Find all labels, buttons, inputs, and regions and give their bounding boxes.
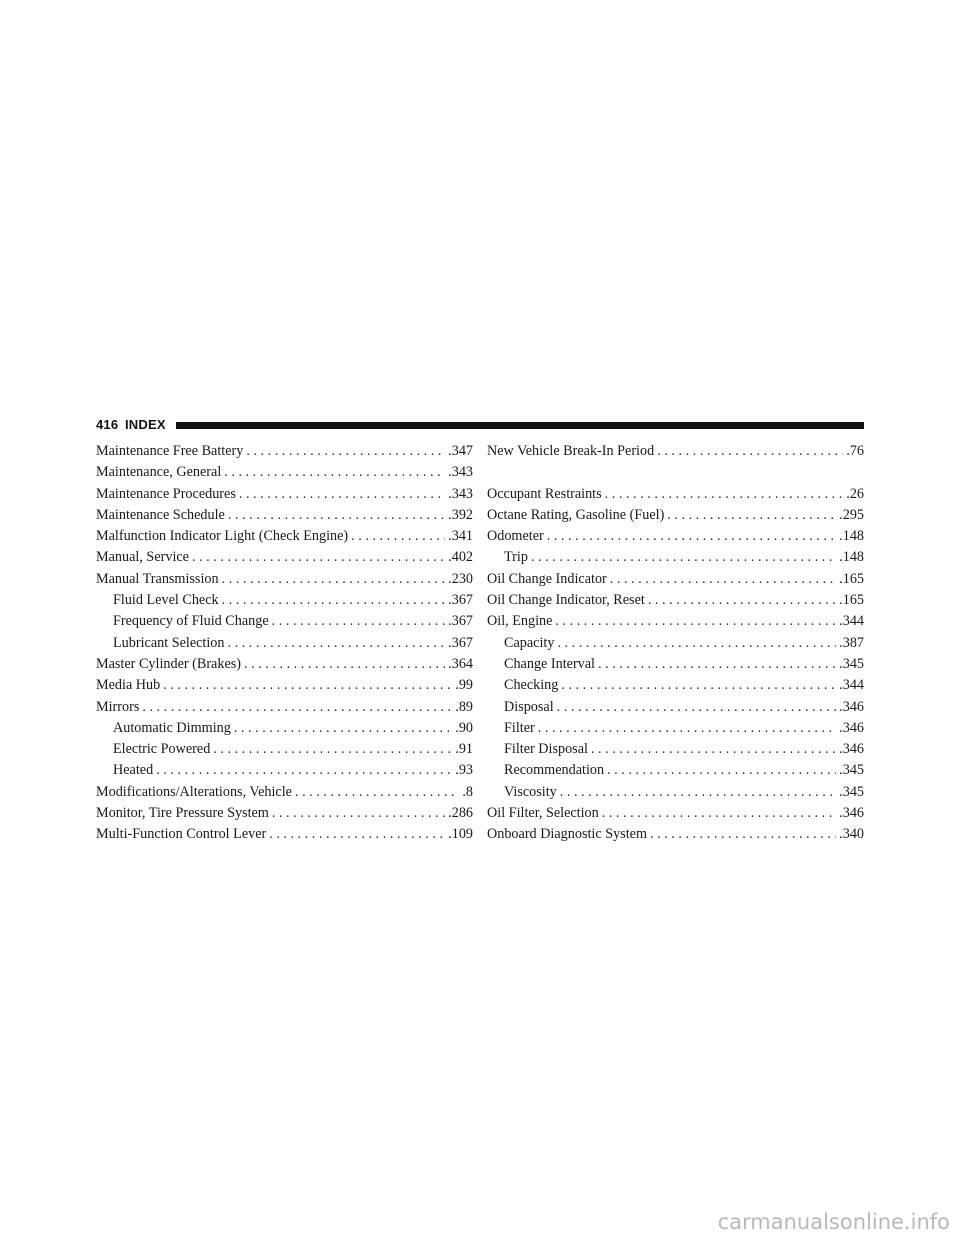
dot-leader [557,633,836,654]
index-entry [96,654,473,675]
index-entry [96,697,473,718]
dot-leader [239,484,445,505]
dot-leader [228,633,446,654]
entry-page-number: .345 [839,655,864,672]
index-entry [487,569,864,590]
index-entry [487,824,864,845]
index-entry [96,824,473,845]
entry-page-number: .367 [448,592,473,609]
entry-term: Viscosity [504,783,557,800]
entry-term: Disposal [504,698,554,715]
dot-leader [222,590,446,611]
entry-page-number: .26 [846,485,864,502]
dot-leader [272,803,445,824]
entry-term: Automatic Dimming [113,719,231,736]
dot-leader [657,441,843,462]
index-entry [96,675,473,696]
index-entry [487,590,864,611]
entry-page-number: .341 [448,528,473,545]
entry-term: Monitor, Tire Pressure System [96,805,269,822]
dot-leader [213,739,452,760]
entry-page-number: .8 [462,783,473,800]
entry-term: Change Interval [504,655,595,672]
index-subentry [96,739,473,760]
dot-leader [244,654,445,675]
index-entry [487,484,864,505]
entry-term: Lubricant Selection [113,634,225,651]
entry-term: Filter Disposal [504,741,588,758]
dot-leader [610,569,836,590]
entry-term: Mirrors [96,698,140,715]
entry-page-number: .286 [448,805,473,822]
entry-page-number: .345 [839,762,864,779]
index-subentry [487,739,864,760]
entry-page-number: .367 [448,613,473,630]
index-subentry [487,654,864,675]
entry-term: Filter [504,719,535,736]
entry-term: Capacity [504,634,555,651]
entry-term: Oil Change Indicator, Reset [487,592,645,609]
entry-page-number: .346 [839,719,864,736]
index-column-right [487,441,864,846]
dot-leader [560,782,836,803]
entry-page-number: .76 [846,443,864,459]
index-subentry [96,590,473,611]
entry-term: Occupant Restraints [487,485,602,502]
watermark: carmanualsonline.info [717,1210,950,1234]
entry-term: Octane Rating, Gasoline (Fuel) [487,506,665,523]
entry-term: Oil Change Indicator [487,570,607,587]
index-subentry [487,782,864,803]
index-column-left [96,441,473,846]
entry-page-number: .364 [448,655,473,672]
entry-term: Modifications/Alterations, Vehicle [96,783,292,800]
entry-term: Manual Transmission [96,570,219,587]
entry-page-number: .340 [839,826,864,843]
index-subentry [96,611,473,632]
entry-term: Maintenance Procedures [96,485,236,502]
entry-page-number: .91 [455,741,473,758]
dot-leader [591,739,836,760]
entry-term: Checking [504,677,559,694]
entry-term: Multi-Function Control Lever [96,826,267,843]
index-entry [96,505,473,526]
dot-leader [648,590,836,611]
index-entry [96,526,473,547]
entry-term: Maintenance Free Battery [96,443,244,459]
entry-term: New Vehicle Break-In Period [487,443,655,459]
index-entry [96,782,473,803]
dot-leader [650,824,836,845]
dot-leader [667,505,836,526]
dot-leader [605,484,844,505]
entry-page-number: .165 [839,570,864,587]
dot-leader [602,803,836,824]
index-entry [487,611,864,632]
entry-page-number: .343 [448,464,473,481]
entry-page-number: .346 [839,741,864,758]
dot-leader [555,611,836,632]
entry-page-number: .343 [448,485,473,502]
dot-leader [538,718,836,739]
entry-term: Maintenance, General [96,464,222,481]
page-number: 416 [96,417,119,432]
dot-leader [272,611,446,632]
entry-page-number: .93 [455,762,473,779]
dot-leader [224,462,445,483]
entry-page-number: .89 [455,698,473,715]
dot-leader [228,505,445,526]
index-entry [96,484,473,505]
dot-leader [269,824,445,845]
entry-page-number: .295 [839,506,864,523]
entry-term: Oil Filter, Selection [487,805,599,822]
entry-page-number: .392 [448,506,473,523]
entry-page-number: .345 [839,783,864,800]
dot-leader [607,760,836,781]
section-title: INDEX [125,417,166,432]
header-rule [176,422,864,429]
dot-leader [234,718,452,739]
dot-leader [557,697,837,718]
dot-leader [192,547,445,568]
index-subentry [487,718,864,739]
entry-term: Recommendation [504,762,605,779]
entry-term: Malfunction Indicator Light (Check Engine) [96,528,349,545]
entry-page-number: .344 [839,613,864,630]
index-entry [487,441,864,462]
index-subentry [96,718,473,739]
entry-page-number: .347 [448,443,473,459]
entry-page-number: .109 [448,826,473,843]
entry-term: Heated [113,762,154,779]
index-entry [96,441,473,462]
entry-term: Odometer [487,528,544,545]
entry-page-number: .90 [455,719,473,736]
index-entry [96,803,473,824]
dot-leader [142,697,452,718]
entry-page-number: .402 [448,549,473,566]
entry-page-number: .344 [839,677,864,694]
dot-leader [163,675,452,696]
index-subentry [487,633,864,654]
index-subentry [96,633,473,654]
entry-term: Onboard Diagnostic System [487,826,647,843]
entry-page-number: .346 [839,698,864,715]
dot-leader [547,526,836,547]
dot-leader [351,526,445,547]
entry-page-number: .230 [448,570,473,587]
index-entry [96,462,473,483]
index-entry [96,547,473,568]
dot-leader [531,547,836,568]
dot-leader [222,569,446,590]
index-entry [487,803,864,824]
index-entry [96,569,473,590]
dot-leader [295,782,459,803]
page-header [96,414,864,436]
entry-page-number: .387 [839,634,864,651]
entry-page-number: .99 [455,677,473,694]
dot-leader [598,654,836,675]
index-subentry [487,697,864,718]
entry-term: Trip [504,549,528,566]
entry-page-number: .367 [448,634,473,651]
entry-page-number: .165 [839,592,864,609]
index-subentry [487,675,864,696]
entry-page-number: .148 [839,528,864,545]
index-entry [487,505,864,526]
index-subentry [487,547,864,568]
dot-leader [246,441,445,462]
entry-term: Oil, Engine [487,613,553,630]
entry-term: Maintenance Schedule [96,506,225,523]
entry-term: Electric Powered [113,741,211,758]
entry-term: Master Cylinder (Brakes) [96,655,241,672]
index-subentry [96,760,473,781]
dot-leader [156,760,452,781]
entry-page-number: .346 [839,805,864,822]
index-subentry [487,760,864,781]
entry-spacer [487,462,864,483]
entry-term: Manual, Service [96,549,189,566]
entry-term: Fluid Level Check [113,592,219,609]
dot-leader [561,675,836,696]
entry-page-number: .148 [839,549,864,566]
entry-term: Frequency of Fluid Change [113,613,269,630]
entry-term: Media Hub [96,677,161,694]
index-entry [487,526,864,547]
